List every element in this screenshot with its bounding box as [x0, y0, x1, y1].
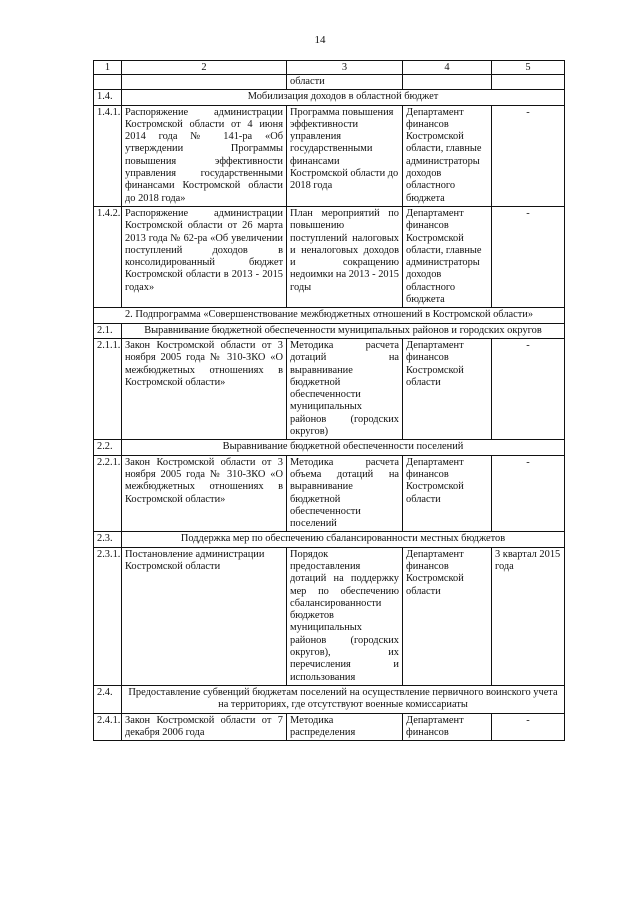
method-document: План мероприятий по повышению поступлений налоговых и неналоговых доходов и сокращению недоимки на 2013 - 2015 годы — [287, 206, 403, 307]
term: - — [492, 105, 565, 206]
section-row — [94, 90, 565, 105]
section-number: 2.3. — [94, 532, 122, 547]
measures-table — [93, 60, 565, 741]
item-number: 2.1.1. — [94, 338, 122, 439]
section-number: 2.2. — [94, 440, 122, 455]
item-number: 1.4.1. — [94, 105, 122, 206]
section-title: Поддержка мер по обеспечению сбалансированности местных бюджетов — [122, 532, 565, 547]
term: - — [492, 455, 565, 532]
section-title: Выравнивание бюджетной обеспеченности муниципальных районов и городских округов — [122, 323, 565, 338]
legal-act: Распоряжение администрации Костромской области от 26 марта 2013 года № 62-ра «Об увеличении поступлений доходов в консолидированный бюджет Костромской области в 2013 - 2015 годах» — [122, 206, 287, 307]
continuation-text: области — [287, 75, 403, 90]
section-number: 2.1. — [94, 323, 122, 338]
column-number: 3 — [287, 61, 403, 75]
table-row — [94, 105, 565, 206]
responsible-party: Департамент финансов Костромской области — [403, 455, 492, 532]
column-number-row — [94, 61, 565, 75]
table-row — [94, 338, 565, 439]
table-row — [94, 547, 565, 685]
table-row — [94, 206, 565, 307]
section-row — [94, 440, 565, 455]
item-number: 1.4.2. — [94, 206, 122, 307]
section-number: 1.4. — [94, 90, 122, 105]
section-row — [94, 532, 565, 547]
responsible-party: Департамент финансов Костромской области — [403, 547, 492, 685]
responsible-party: Департамент финансов Костромской области, главные администраторы доходов областного бюджета — [403, 105, 492, 206]
column-number: 4 — [403, 61, 492, 75]
legal-act: Закон Костромской области от 3 ноября 2005 года № 310-ЗКО «О межбюджетных отношениях в Костромской области» — [122, 455, 287, 532]
subprogram-row — [94, 308, 565, 323]
legal-act: Постановление администрации Костромской области — [122, 547, 287, 685]
legal-act: Распоряжение администрации Костромской области от 4 июня 2014 года № 141-ра «Об утверждении Программы повышения эффективности управления государственными финансами Костромской области до 2018 года» — [122, 105, 287, 206]
term: - — [492, 713, 565, 741]
column-number: 2 — [122, 61, 287, 75]
section-row — [94, 685, 565, 713]
section-title: Выравнивание бюджетной обеспеченности поселений — [122, 440, 565, 455]
method-document: Методика распределения — [287, 713, 403, 741]
column-number: 1 — [94, 61, 122, 75]
section-title: Предоставление субвенций бюджетам поселений на осуществление первичного воинского учета на территориях, где отсутствуют военные комиссариаты — [122, 685, 565, 713]
item-number: 2.4.1. — [94, 713, 122, 741]
continuation-row — [94, 75, 565, 90]
column-number: 5 — [492, 61, 565, 75]
subprogram-title: 2. Подпрограмма «Совершенствование межбюджетных отношений в Костромской области» — [94, 308, 565, 323]
responsible-party: Департамент финансов Костромской области, главные администраторы доходов областного бюджета — [403, 206, 492, 307]
table-row — [94, 713, 565, 741]
table-row — [94, 455, 565, 532]
legal-act: Закон Костромской области от 7 декабря 2006 года — [122, 713, 287, 741]
method-document: Методика расчета объема дотаций на выравнивание бюджетной обеспеченности поселений — [287, 455, 403, 532]
term: - — [492, 338, 565, 439]
responsible-party: Департамент финансов — [403, 713, 492, 741]
section-row — [94, 323, 565, 338]
method-document: Порядок предоставления дотаций на поддержку мер по обеспечению сбалансированности бюджетов муниципальных районов (городских округов), их перечисления и использования — [287, 547, 403, 685]
item-number: 2.3.1. — [94, 547, 122, 685]
term: 3 квартал 2015 года — [492, 547, 565, 685]
method-document: Программа повышения эффективности управления государственными финансами Костромской области до 2018 года — [287, 105, 403, 206]
legal-act: Закон Костромской области от 3 ноября 2005 года № 310-ЗКО «О межбюджетных отношениях в Костромской области» — [122, 338, 287, 439]
term: - — [492, 206, 565, 307]
item-number: 2.2.1. — [94, 455, 122, 532]
responsible-party: Департамент финансов Костромской области — [403, 338, 492, 439]
page-number: 14 — [314, 34, 326, 46]
section-title: Мобилизация доходов в областной бюджет — [122, 90, 565, 105]
section-number: 2.4. — [94, 685, 122, 713]
method-document: Методика расчета дотаций на выравнивание бюджетной обеспеченности муниципальных районов (городских округов) — [287, 338, 403, 439]
